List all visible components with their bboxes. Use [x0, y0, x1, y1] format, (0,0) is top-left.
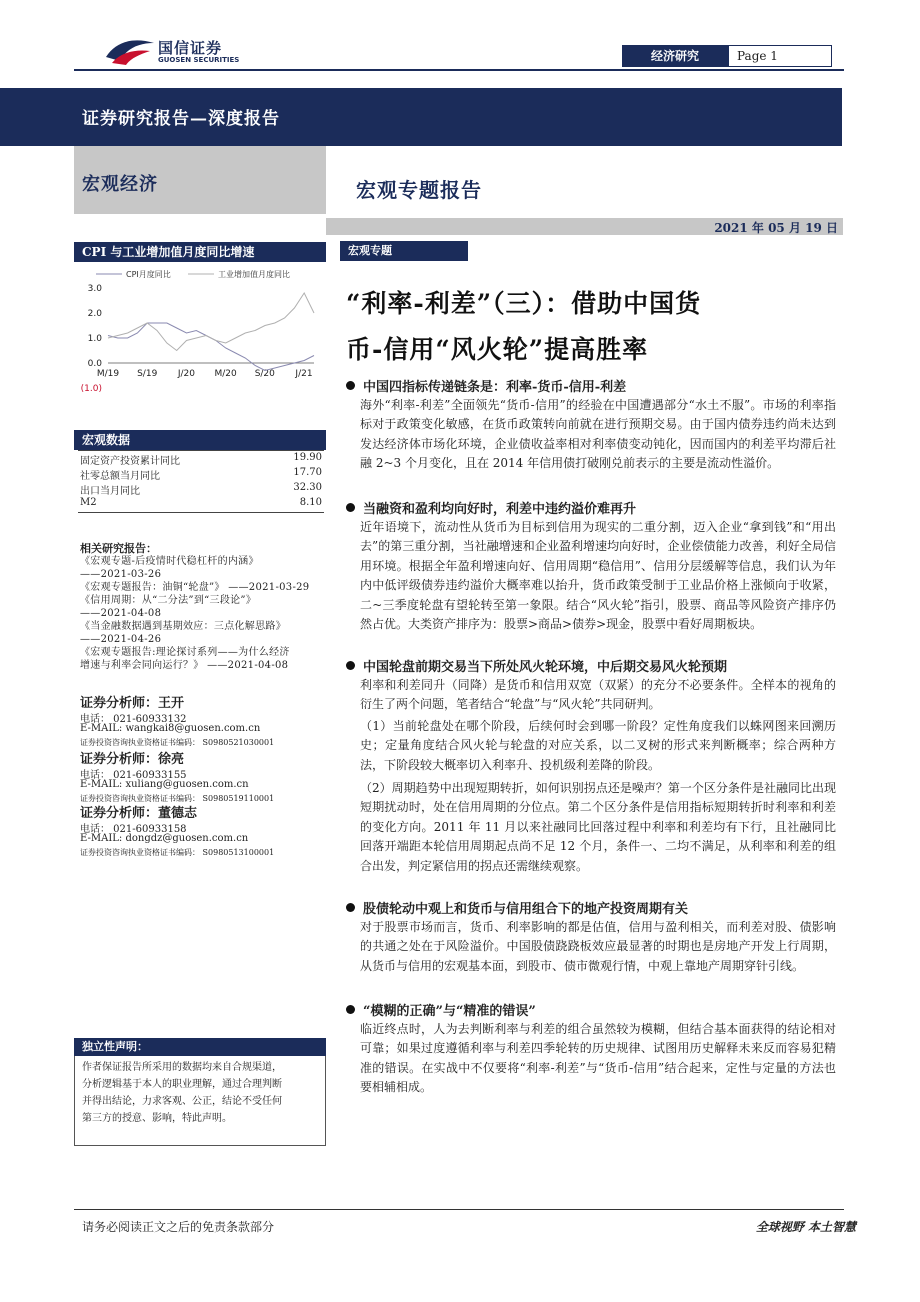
section-heading	[346, 898, 688, 917]
macro-label: 出口当月同比	[80, 486, 140, 497]
related-report-line: ——2021-04-26	[80, 634, 162, 645]
section-paragraph: （2）周期趋势中出现短期转折，如何识别拐点还是噪声？第一个区分条件是社融同比出现短期扰动时，处在信用周期的分位点。第二个区分条件是信用指标短期转折时利率和利差的变化方向。2011 年 11 月以来社融同比回落过程中利率和利差均有下行，且社融同比回落开端距本轮信用周期起点尚不足 12 个月，条件一、二均不满足，从利率和利差的组合出发，判定紧信用的拐点还需继续观察。	[360, 781, 836, 873]
related-report-line[interactable]: 《宏观专题-后疫情时代稳杠杆的内涵》	[80, 556, 259, 567]
header-divider	[74, 69, 844, 71]
bullet-icon	[346, 903, 355, 912]
footer-divider	[74, 1209, 844, 1210]
footer-slogan: 全球视野 本土智慧	[755, 1220, 856, 1234]
independence-line: 并得出结论，力求客观、公正，结论不受任何	[82, 1096, 282, 1107]
section-paragraph: （1）当前轮盘处在哪个阶段，后续何时会到哪一阶段？定性角度我们以蛛网图来回溯历史；定量角度结合风火轮与轮盘的对应关系，以二叉树的形式来判断概率；综合两种方法，下阶段较大概率切入利率升、投机级利差降的阶段。	[360, 719, 836, 772]
related-report-line[interactable]: 增速与利率会同向运行？》 ——2021-04-08	[80, 660, 289, 671]
related-report-line: ——2021-04-08	[80, 608, 162, 619]
legend-label: CPI月度同比	[126, 270, 171, 279]
macro-value: 17.70	[293, 467, 322, 478]
related-report-line[interactable]: 《宏观专题报告:理论探讨系列——为什么经济	[80, 647, 290, 658]
section-heading-text: 中国四指标传递链条是：利率-货币-信用-利差	[363, 380, 627, 395]
section-paragraph: 近年语境下，流动性从货币为目标到信用为现实的二重分割，迈入企业“拿到钱”和“用出去”的第三重分割，当社融增速和企业盈利增速均向好时，企业偿债能力改善，利好全局信用环境。根据全年盈利增速向好、信用周期“稳信用”、信用分层缓解等信息，我们认为年内中低评级债券违约溢价大概率难以抬升，货币政策受制于工业品价格上涨倾向于收紧，二~三季度轮盘有望轮转至第一象限。结合“风火轮”指引，股票、商品等风险资产排序仍然占优。大类资产排序为：股票>商品>债券>现金，股票中看好周期板块。	[360, 520, 836, 632]
company-logo	[104, 35, 244, 67]
x-tick-label: J/21	[295, 369, 313, 379]
analyst-email[interactable]: E-MAIL: dongdz@guosen.com.cn	[80, 833, 249, 844]
x-tick-label: M/20	[214, 369, 237, 379]
analyst-phone: 电话： 021-60933132	[80, 714, 187, 725]
related-report-line[interactable]: 《当金融数据遇到基期效应：三点化解思路》	[80, 621, 286, 632]
y-tick-label: 2.0	[87, 309, 102, 319]
y-tick-label: 3.0	[87, 284, 102, 294]
analyst-phone: 电话： 021-60933158	[80, 824, 187, 835]
legend-label: 工业增加值月度同比	[218, 270, 290, 279]
section-heading	[346, 376, 626, 395]
header-section-tag: 经济研究	[622, 45, 728, 67]
related-report-line[interactable]: 《信用周期：从“二分法”到“三段论”》	[80, 595, 257, 606]
bullet-icon	[346, 503, 355, 512]
x-tick-label: S/20	[254, 369, 275, 379]
topic-tag: 宏观专题	[340, 241, 468, 261]
bullet-icon	[346, 1005, 355, 1014]
y-tick-label: (1.0)	[80, 384, 102, 394]
macro-row	[80, 497, 324, 511]
analyst-phone: 电话： 021-60933155	[80, 770, 187, 781]
y-tick-label: 1.0	[87, 334, 102, 344]
macro-label: 固定资产投资累计同比	[80, 456, 180, 467]
macro-table-bottom-rule	[78, 512, 324, 513]
report-type: 证券研究报告—深度报告	[82, 109, 280, 129]
analyst-email[interactable]: E-MAIL: wangkai8@guosen.com.cn	[80, 723, 261, 734]
series-line	[108, 293, 314, 351]
macro-label: 社零总额当月同比	[80, 471, 160, 482]
section-paragraph: 海外“利率-利差”全面领先“货币-信用”的经验在中国遭遇部分“水土不服”。市场的利率指标对于政策变化敏感，在货币政策转向前就在进行预期交易。由于国内债券违约尚未达到发达经济体市场化环境，企业债收益率相对利率债变动钝化，因而国内的利差平均滞后社融 2~3 个月变化，且在 2014 年信用债打破刚兑前表示的主要是流动性溢价。	[360, 398, 836, 471]
chart-title: CPI 与工业增加值月度同比增速	[74, 242, 326, 262]
logo-mark-icon	[104, 35, 156, 67]
y-tick-label: 0.0	[87, 359, 102, 369]
macro-value: 8.10	[299, 497, 322, 508]
related-report-line[interactable]: 《宏观专题报告：油铜“轮盘”》 ——2021-03-29	[80, 582, 310, 593]
macro-value: 19.90	[293, 452, 322, 463]
x-tick-label: M/19	[96, 369, 120, 379]
independence-line: 作者保证报告所采用的数据均来自合规渠道，	[82, 1062, 282, 1073]
analyst-name: 证券分析师：徐亮	[80, 752, 185, 767]
section-paragraph: 临近终点时，人为去判断利率与利差的组合虽然较为模糊，但结合基本面获得的结论相对可靠；如果过度遵循利率与利差四季轮转的历史规律、试图用历史解释未来反而容易犯精准的错误。在实战中不仅要将“利率-利差”与“货币-信用”结合起来，定性与定量的方法也要相辅相成。	[360, 1022, 836, 1095]
analyst-email[interactable]: E-MAIL: xuliang@guosen.com.cn	[80, 779, 249, 790]
section-heading	[346, 656, 727, 675]
macro-row	[80, 467, 324, 481]
headline-line-1: “利率-利差”（三）：借助中国货	[346, 289, 702, 318]
macro-value: 32.30	[293, 482, 322, 493]
x-tick-label: S/19	[137, 369, 158, 379]
section-heading-text: 中国轮盘前期交易当下所处风火轮环境，中后期交易风火轮预期	[363, 660, 728, 675]
page-number: Page 1	[728, 45, 832, 67]
logo-text-cn: 国信证券	[158, 39, 223, 57]
analyst-name: 证券分析师：董德志	[80, 806, 198, 821]
section-heading-text: 股债轮动中观上和货币与信用组合下的地产投资周期有关	[363, 902, 689, 917]
independence-line: 第三方的授意、影响，特此声明。	[82, 1113, 232, 1124]
disclaimer-note[interactable]: 请务必阅读正文之后的免责条款部分	[82, 1220, 275, 1234]
section-paragraph: 利率和利差同升（同降）是货币和信用双宽（双紧）的充分不必要条件。全样本的视角的衍生了两个问题，笔者结合“轮盘”与“风火轮”共同研判。	[360, 678, 836, 712]
report-subcategory: 宏观专题报告	[356, 178, 482, 202]
macro-row	[80, 452, 324, 466]
macro-table-top-rule	[78, 450, 324, 451]
headline-line-2: 币-信用“风火轮”提高胜率	[346, 335, 649, 364]
section-heading	[346, 498, 636, 517]
cpi-industry-chart	[74, 262, 326, 412]
analyst-cert: 证券投资咨询执业资格证书编码： S0980521030001	[80, 738, 275, 747]
independence-title: 独立性声明：	[74, 1038, 326, 1056]
section-heading-text: 当融资和盈利均向好时，利差中违约溢价难再升	[363, 502, 637, 517]
analyst-cert: 证券投资咨询执业资格证书编码： S0980513100001	[80, 848, 275, 857]
macro-label: M2	[80, 497, 97, 508]
bullet-icon	[346, 381, 355, 390]
independence-line: 分析逻辑基于本人的职业理解，通过合理判断	[82, 1079, 282, 1090]
section-heading-text: “模糊的正确”与“精准的错误”	[363, 1004, 536, 1019]
related-report-line: ——2021-03-26	[80, 569, 162, 580]
chart-canvas	[74, 262, 326, 412]
macro-row	[80, 482, 324, 496]
analyst-name: 证券分析师：王开	[80, 696, 185, 711]
report-category: 宏观经济	[82, 174, 158, 195]
section-heading	[346, 1000, 536, 1019]
macro-data-title: 宏观数据	[74, 430, 326, 450]
related-reports-title: 相关研究报告：	[80, 542, 157, 555]
bullet-icon	[346, 661, 355, 670]
analyst-cert: 证券投资咨询执业资格证书编码： S0980519110001	[80, 794, 275, 803]
logo-text-en: GUOSEN SECURITIES	[158, 56, 240, 64]
x-tick-label: J/20	[177, 369, 195, 379]
report-date: 2021 年 05 月 19 日	[714, 221, 838, 235]
section-paragraph: 对于股票市场而言，货币、利率影响的都是估值，信用与盈利相关，而利差对股、债影响的共通之处在于风险溢价。中国股债跷跷板效应最显著的时期也是房地产开发上行周期，从货币与信用的宏观基本面，到股市、债市微观行情，中观上靠地产周期穿针引线。	[360, 920, 836, 973]
